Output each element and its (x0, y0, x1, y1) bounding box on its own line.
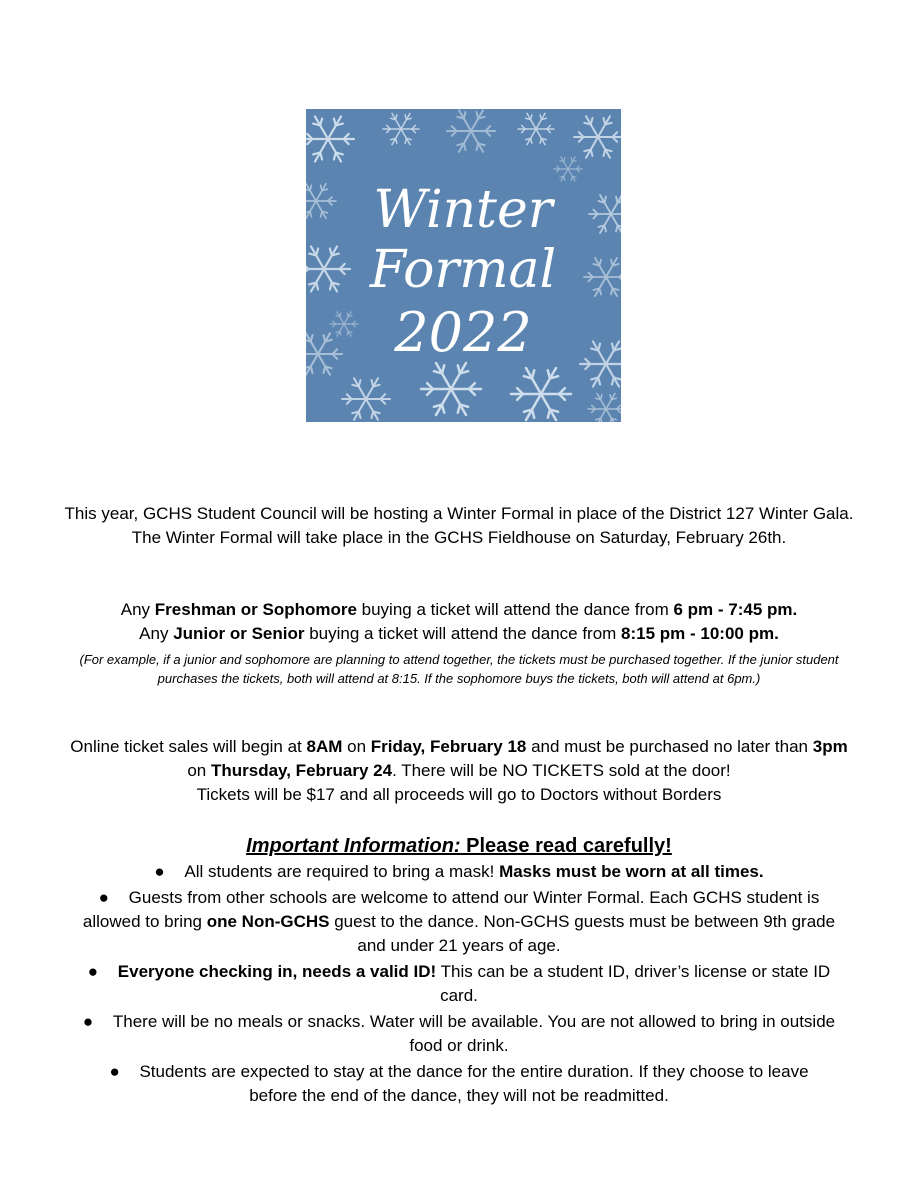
poster-title-formal: Formal (369, 240, 557, 300)
sales-end-time: 3pm (812, 737, 848, 756)
bullet-5-text: Students are expected to stay at the dance for the entire duration. If they choose to leave before the end of the dance, they will not be readmitted. (139, 1062, 809, 1105)
list-item (60, 1060, 858, 1108)
poster-title-winter: Winter (373, 180, 553, 240)
bullet-icon: ● (87, 962, 99, 981)
sales-start-date: Friday, February 18 (370, 737, 527, 756)
times-line-2-pre: Any (139, 624, 174, 643)
bullet-2-text: Guests from other schools are welcome to attend our Winter Formal. Each GCHS student is allowed to bring (82, 888, 820, 931)
sales-text-2: on (342, 737, 371, 756)
times-line-2 (60, 622, 858, 646)
bullet-4-text: There will be no meals or snacks. Water will be available. You are not allowed to bring in outside food or drink. (112, 1012, 836, 1055)
bullet-3-bold: Everyone checking in, needs a valid ID! (117, 962, 437, 981)
bullet-icon: ● (109, 1062, 120, 1081)
ticket-sales (60, 735, 858, 807)
important-label: Important Information: (246, 835, 461, 857)
times-line-1-mid: buying a ticket will attend the dance from (356, 600, 674, 619)
sales-line-2: Tickets will be $17 and all proceeds will go to Doctors without Borders (196, 785, 722, 804)
sales-text-5: . There will be NO TICKETS sold at the door! (392, 761, 731, 780)
intro-text: This year, GCHS Student Council will be hosting a Winter Formal in place of the District 127 Winter Gala. The Winter Formal will take place in the GCHS Fieldhouse on Saturday, February 26th. (64, 504, 854, 547)
sales-line-1 (60, 735, 858, 783)
sales-text-4: on (187, 761, 211, 780)
sales-end-date: Thursday, February 24 (210, 761, 393, 780)
example-text: (For example, if a junior and sophomore are planning to attend together, the tickets must be purchased together. If the junior student purchases the tickets, both will attend at 8:15. If the sophomore buys the tickets, both will attend at 6pm.) (79, 652, 839, 686)
list-item (60, 1010, 858, 1058)
example-note (60, 650, 858, 688)
list-item (60, 860, 858, 884)
bullet-icon: ● (82, 1012, 94, 1031)
upperclass-group: Junior or Senior (173, 624, 305, 643)
times-line-1 (60, 598, 858, 622)
underclass-time: 6 pm - 7:45 pm. (673, 600, 798, 619)
list-item (60, 960, 858, 1008)
attendance-times (60, 598, 858, 646)
upperclass-time: 8:15 pm - 10:00 pm. (621, 624, 779, 643)
sales-text-1: Online ticket sales will begin at (70, 737, 307, 756)
bullet-1-text: All students are required to bring a mask! (184, 862, 500, 881)
bullet-2-bold: one Non-GCHS (206, 912, 330, 931)
times-line-1-pre: Any (120, 600, 155, 619)
sales-text-3: and must be purchased no later than (526, 737, 813, 756)
sales-start-time: 8AM (306, 737, 343, 756)
important-bullet-list (60, 860, 858, 1110)
winter-formal-poster (306, 109, 621, 422)
important-rest: Please read carefully! (460, 835, 672, 857)
bullet-2-post: guest to the dance. Non-GCHS guests must be between 9th grade and under 21 years of age. (329, 912, 836, 955)
underclass-group: Freshman or Sophomore (154, 600, 357, 619)
list-item (60, 886, 858, 958)
bullet-icon: ● (154, 862, 165, 881)
important-heading (60, 833, 858, 859)
bullet-1-bold: Masks must be worn at all times. (499, 862, 764, 881)
intro-paragraph (60, 502, 858, 550)
times-line-2-mid: buying a ticket will attend the dance from (304, 624, 622, 643)
bullet-icon: ● (98, 888, 109, 907)
bullet-3-post: This can be a student ID, driver’s license or state ID card. (436, 962, 831, 1005)
poster-title-year: 2022 (394, 301, 532, 364)
